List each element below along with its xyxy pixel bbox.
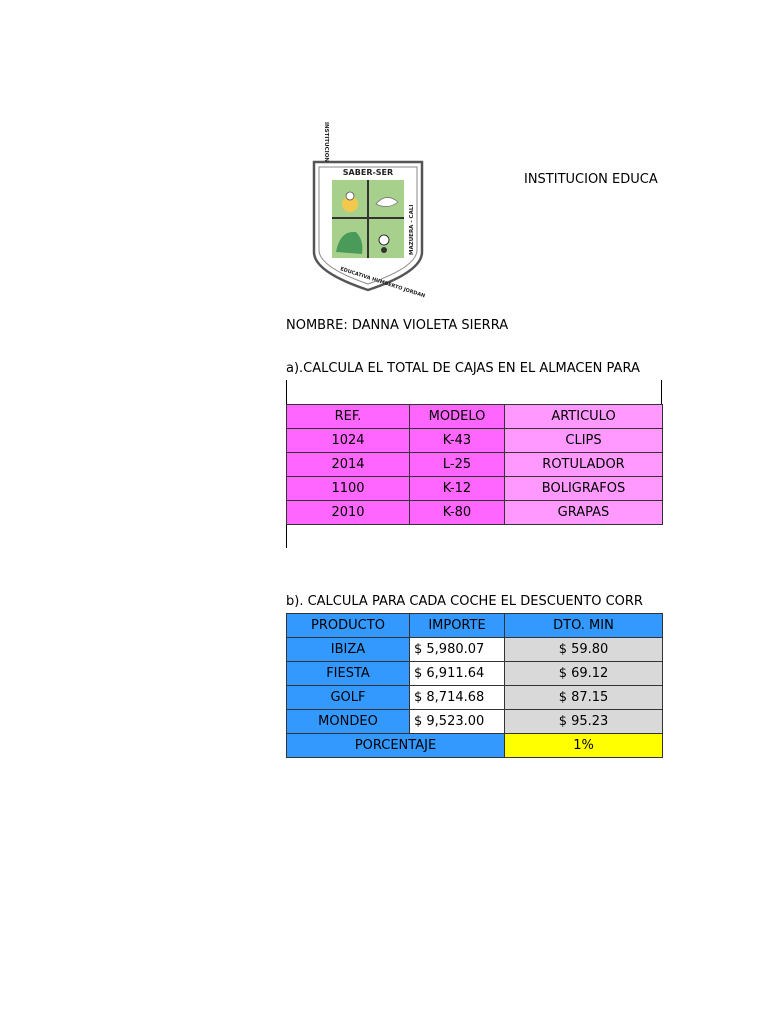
logo-top-text: SABER-SER — [342, 168, 394, 177]
cell-modelo: K-80 — [410, 501, 505, 525]
cell-importe: $ 5,980.07 — [410, 638, 505, 662]
cell-modelo: K-43 — [410, 429, 505, 453]
table-row — [287, 686, 663, 710]
table-row — [287, 429, 663, 453]
cell-modelo: L-25 — [410, 453, 505, 477]
header-producto: PRODUCTO — [287, 614, 410, 638]
table-row — [287, 453, 663, 477]
table-row — [287, 477, 663, 501]
table-row — [287, 710, 663, 734]
percentage-label: PORCENTAJE — [287, 734, 505, 758]
cars-discount-table — [286, 613, 663, 758]
header-articulo: ARTICULO — [505, 405, 663, 429]
section-a-instruction: a).CALCULA EL TOTAL DE CAJAS EN EL ALMACEN PARA — [286, 361, 640, 376]
cell-ref: 1100 — [287, 477, 410, 501]
cell-dto-min: $ 95.23 — [505, 710, 663, 734]
section-b-instruction: b). CALCULA PARA CADA COCHE EL DESCUENTO CORR — [286, 594, 643, 609]
cell-dto-min: $ 87.15 — [505, 686, 663, 710]
cell-ref: 1024 — [287, 429, 410, 453]
cell-dto-min: $ 69.12 — [505, 662, 663, 686]
logo-bottom-text: EDUCATIVA HUMBERTO JORDAN — [339, 266, 426, 300]
cell-articulo: CLIPS — [505, 429, 663, 453]
section-a-right-border — [661, 380, 662, 404]
logo-left-text: INSTITUCION — [323, 122, 329, 162]
cell-producto: IBIZA — [287, 638, 410, 662]
cell-articulo: GRAPAS — [505, 501, 663, 525]
cell-importe: $ 8,714.68 — [410, 686, 505, 710]
cell-ref: 2014 — [287, 453, 410, 477]
student-name: NOMBRE: DANNA VIOLETA SIERRA — [286, 318, 509, 333]
header-dto-min: DTO. MIN — [505, 614, 663, 638]
header-modelo: MODELO — [410, 405, 505, 429]
cell-dto-min: $ 59.80 — [505, 638, 663, 662]
school-crest-logo — [312, 122, 426, 300]
table-row — [287, 501, 663, 525]
articles-table — [286, 404, 663, 525]
institution-title: INSTITUCION EDUCA — [524, 172, 658, 187]
table-row — [287, 662, 663, 686]
cell-importe: $ 6,911.64 — [410, 662, 505, 686]
cell-modelo: K-12 — [410, 477, 505, 501]
table-footer-row — [287, 734, 663, 758]
cell-producto: GOLF — [287, 686, 410, 710]
cell-articulo: ROTULADOR — [505, 453, 663, 477]
cell-importe: $ 9,523.00 — [410, 710, 505, 734]
percentage-value: 1% — [505, 734, 663, 758]
cell-producto: MONDEO — [287, 710, 410, 734]
table-header-row — [287, 614, 663, 638]
cell-articulo: BOLIGRAFOS — [505, 477, 663, 501]
header-ref: REF. — [287, 405, 410, 429]
cell-ref: 2010 — [287, 501, 410, 525]
logo-right-text: MAZUERA - CALI — [409, 204, 415, 255]
header-importe: IMPORTE — [410, 614, 505, 638]
cell-producto: FIESTA — [287, 662, 410, 686]
table-row — [287, 638, 663, 662]
table-header-row — [287, 405, 663, 429]
